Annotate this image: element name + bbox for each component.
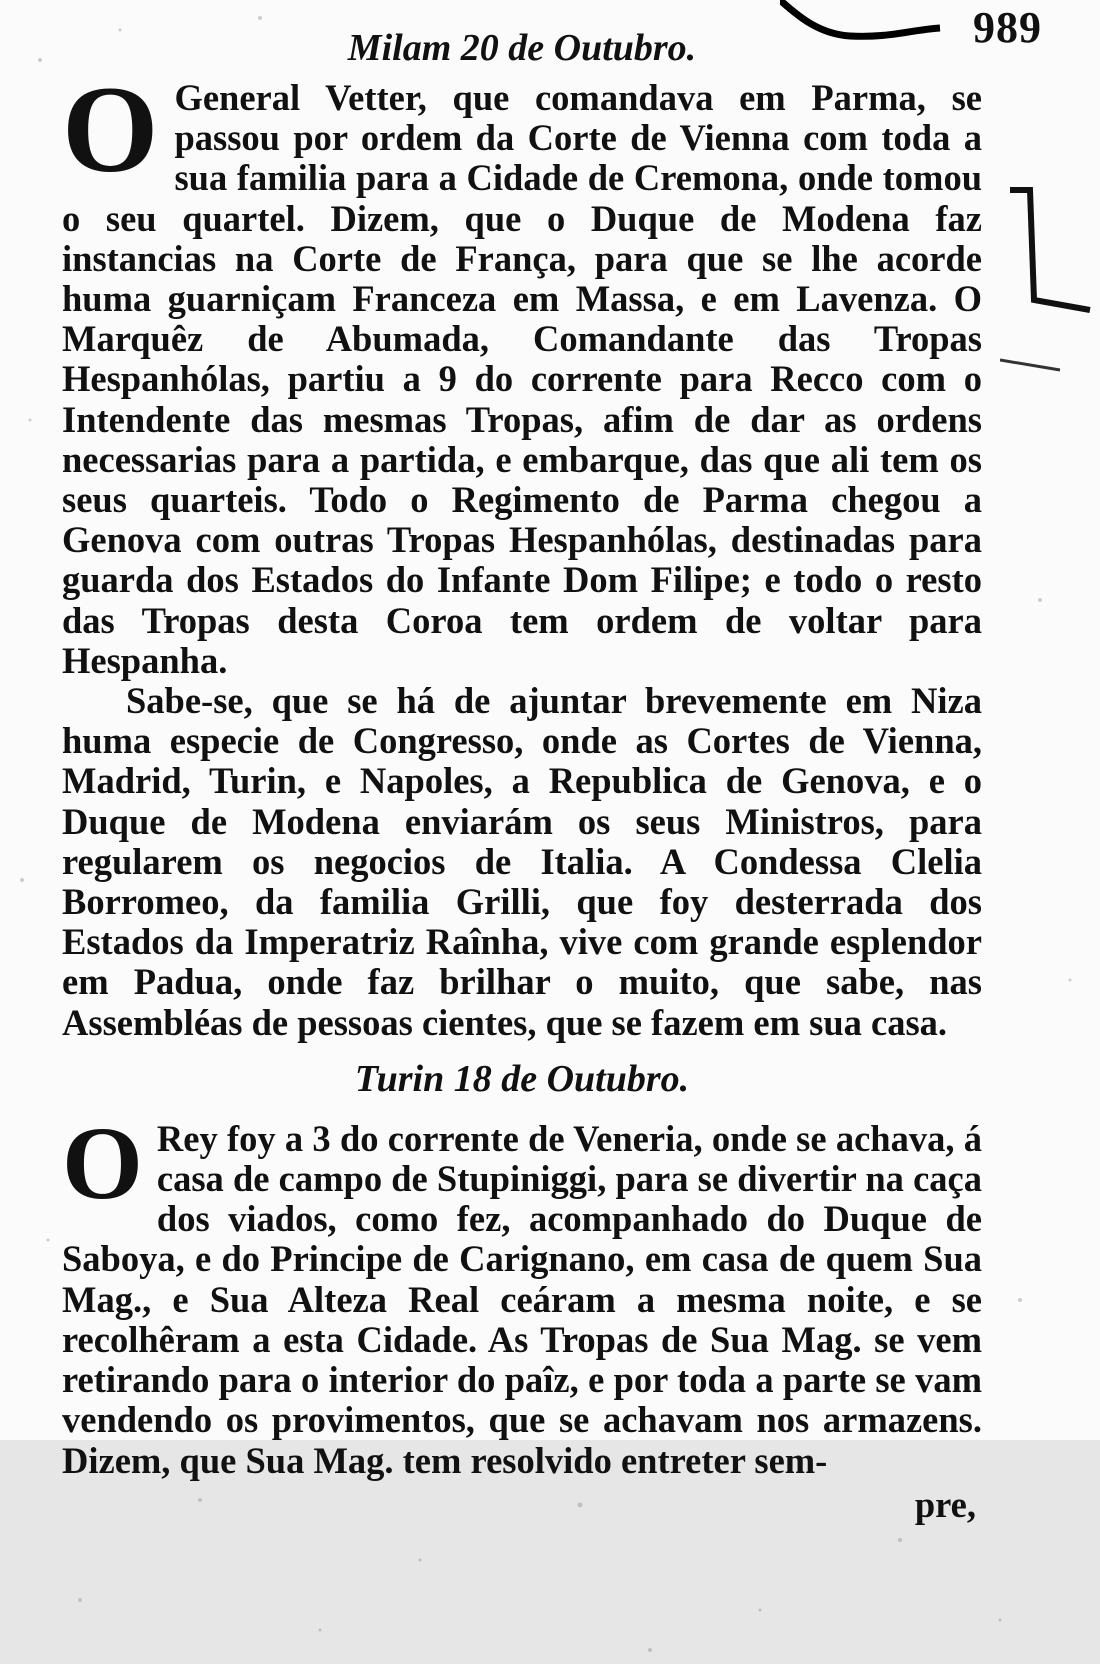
- dateline-turin: Turin 18 de Outubro.: [354, 1057, 690, 1100]
- turin-paragraph-1: [62, 1105, 982, 1481]
- dateline-milan: Milam 20 de Outubro.: [347, 27, 697, 69]
- milan-paragraph-1-text: General Vetter, que comandava em Parma, se passou por ordem da Corte de Vienna com toda a sua familia para a Cidade de Cremona, onde tomou o seu quartel. Dizem, que o Duque de Modena faz instancias na Corte de França, para que se lhe acorde huma guarniçam Franceza em Massa, e em Lavenza. O Marquêz de Abumada, Comandante das Tropas Hespanhólas, partiu a 9 do corrente para Recco com o Intendente das mesmas Tropas, afim de dar as ordens necessarias para a partida, e embarque, das que ali tem os seus quarteis. Todo o Regimento de Parma chegou a Genova com outras Tropas Hespanhólas, destinadas para guarda dos Estados do Infante Dom Filipe; e todo o resto das Tropas desta Coroa tem ordem de voltar para Hespanha.: [62, 77, 982, 681]
- article-body: [62, 22, 982, 1525]
- milan-paragraph-2: Sabe-se, que se há de ajuntar brevemente em Niza huma especie de Congresso, onde as Cortes de Vienna, Madrid, Turin, e Napoles, a Republica de Genova, e o Duque de Modena enviarám os seus Ministros, para regularem os negocios de Italia. A Condessa Clelia Borromeo, da familia Grilli, que foy desterrada dos Estados da Imperatriz Raînha, vive com grande esplendor em Padua, onde faz brilhar o muito, que sabe, nas Assembléas de pessoas cientes, que se fazem em sua casa.: [62, 680, 982, 1043]
- drop-cap-initial: O: [62, 1105, 143, 1221]
- turin-paragraph-1-text: Rey foy a 3 do corrente de Veneria, onde se achava, á casa de campo de Stupiniggi, para se divertir na caça dos viados, como fez, acompanhado do Duque de Saboya, e do Principe de Carignano, em casa de quem Sua Mag., e Sua Alteza Real ceáram a mesma noite, e se recolhêram a esta Cidade. As Tropas de Sua Mag. se vem retirando para o interior do paîz, e por toda a parte se vam vendendo os provimentos, que se achavam nos armazens. Dizem, que Sua Mag. tem resolvido entreter sem-: [62, 1117, 982, 1481]
- catchword: pre,: [914, 1483, 976, 1525]
- margin-ink-mark: [1000, 110, 1100, 410]
- drop-cap-initial: O: [62, 61, 159, 198]
- milan-paragraph-1: [62, 61, 982, 681]
- page-number: 989: [973, 3, 1042, 52]
